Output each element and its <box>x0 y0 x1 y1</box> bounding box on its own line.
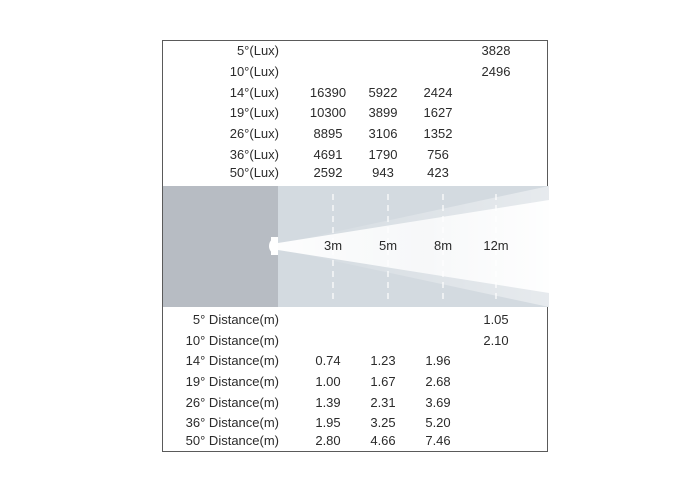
lux-row-5 <box>163 41 547 61</box>
distance-value: 4.66 <box>370 433 396 448</box>
lux-value: 3106 <box>368 126 398 141</box>
lux-value: 1627 <box>423 105 453 120</box>
lux-row-label: 26°(Lux) <box>229 126 279 141</box>
lux-row-50 <box>163 163 547 183</box>
distance-row-50 <box>163 431 547 451</box>
distance-row-26 <box>163 393 547 413</box>
distance-row-14 <box>163 351 547 371</box>
lux-value: 3899 <box>368 105 398 120</box>
distance-value: 5.20 <box>425 415 451 430</box>
lux-value: 4691 <box>313 147 343 162</box>
lux-value: 8895 <box>313 126 343 141</box>
distance-value: 1.39 <box>315 395 341 410</box>
lux-row-19 <box>163 103 547 123</box>
distance-row-label: 26° Distance(m) <box>185 395 279 410</box>
distance-row-label: 19° Distance(m) <box>185 374 279 389</box>
distance-row-10 <box>163 331 547 351</box>
distance-row-label: 36° Distance(m) <box>185 415 279 430</box>
distance-value: 2.31 <box>370 395 396 410</box>
lux-row-10 <box>163 62 547 82</box>
lux-row-label: 36°(Lux) <box>229 147 279 162</box>
lux-row-label: 50°(Lux) <box>229 165 279 180</box>
distance-label-3m: 3m <box>323 238 343 253</box>
lux-value: 10300 <box>309 105 347 120</box>
distance-value: 1.00 <box>315 374 341 389</box>
lux-row-label: 10°(Lux) <box>229 64 279 79</box>
distance-label-12m: 12m <box>483 238 509 253</box>
lux-value: 1790 <box>368 147 398 162</box>
lux-value: 5922 <box>368 85 398 100</box>
light-source-marker-body <box>271 237 278 255</box>
distance-row-5 <box>163 310 547 330</box>
lux-row-label: 14°(Lux) <box>229 85 279 100</box>
distance-row-label: 10° Distance(m) <box>185 333 279 348</box>
fixture-block <box>163 186 278 307</box>
lux-value: 2592 <box>313 165 343 180</box>
distance-value: 1.23 <box>370 353 396 368</box>
distance-value: 1.05 <box>483 312 509 327</box>
lux-row-label: 5°(Lux) <box>236 43 279 58</box>
lux-value: 2424 <box>423 85 453 100</box>
distance-row-36 <box>163 413 547 433</box>
lux-value: 423 <box>427 165 449 180</box>
distance-value: 7.46 <box>425 433 451 448</box>
distance-value: 1.95 <box>315 415 341 430</box>
lux-row-14 <box>163 83 547 103</box>
distance-value: 1.67 <box>370 374 396 389</box>
lux-value: 1352 <box>423 126 453 141</box>
lux-value: 16390 <box>309 85 347 100</box>
distance-label-8m: 8m <box>433 238 453 253</box>
distance-row-label: 50° Distance(m) <box>185 433 279 448</box>
lux-value: 2496 <box>481 64 511 79</box>
distance-row-label: 5° Distance(m) <box>192 312 279 327</box>
distance-value: 3.25 <box>370 415 396 430</box>
lux-row-36 <box>163 145 547 165</box>
distance-value: 2.10 <box>483 333 509 348</box>
lux-value: 943 <box>372 165 394 180</box>
distance-row-label: 14° Distance(m) <box>185 353 279 368</box>
distance-label-5m: 5m <box>378 238 398 253</box>
lux-row-26 <box>163 124 547 144</box>
distance-value: 1.96 <box>425 353 451 368</box>
distance-value: 3.69 <box>425 395 451 410</box>
lux-value: 756 <box>427 147 449 162</box>
distance-value: 2.68 <box>425 374 451 389</box>
beam-illustration <box>163 186 549 307</box>
distance-value: 2.80 <box>315 433 341 448</box>
distance-row-19 <box>163 372 547 392</box>
beam-chart-frame <box>162 40 548 452</box>
lux-value: 3828 <box>481 43 511 58</box>
distance-value: 0.74 <box>315 353 341 368</box>
lux-row-label: 19°(Lux) <box>229 105 279 120</box>
